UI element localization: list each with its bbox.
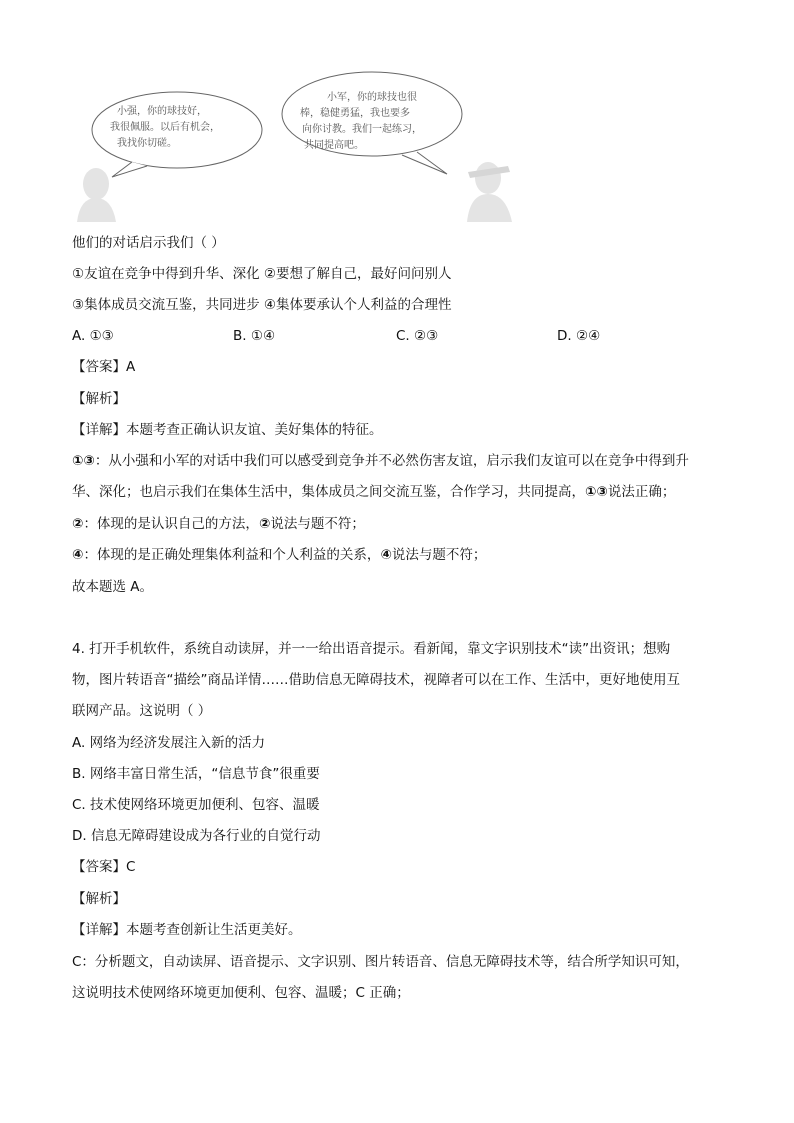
right-bubble-line-1: 小军，你的球技也很 bbox=[327, 92, 417, 103]
explanation-text: ：体现的是正确处理集体利益和个人利益的关系， bbox=[83, 547, 381, 563]
q4-explanation-line-2: 这说明技术使网络环境更加便利、包容、温暖；C 正确； bbox=[72, 985, 410, 1001]
q3-explanation-1-line-1 bbox=[72, 451, 689, 471]
explanation-text: ：体现的是认识自己的方法， bbox=[83, 516, 259, 532]
q3-analysis-tag: 【解析】 bbox=[72, 391, 126, 407]
marker-13: ①③ bbox=[585, 484, 608, 500]
q4-explanation-line-1: C：分析题文，自动读屏、语音提示、文字识别、图片转语音、信息无障碍技术等，结合所学知识可知， bbox=[72, 954, 689, 970]
q3-option-d: D. ②④ bbox=[557, 328, 601, 344]
left-bubble-line-1: 小强，你的球技好， bbox=[117, 106, 207, 117]
right-bubble-line-3: 向你讨教。我们一起练习， bbox=[302, 124, 422, 135]
right-person-figure bbox=[467, 162, 512, 222]
q3-statements-2: ③集体成员交流互鉴，共同进步 ④集体要承认个人利益的合理性 bbox=[72, 297, 452, 313]
q3-option-b: B. ①④ bbox=[233, 328, 276, 344]
q3-detail bbox=[72, 420, 383, 440]
explanation-text: 华、深化；也启示我们在集体生活中，集体成员之间交流互鉴，合作学习，共同提高， bbox=[72, 484, 585, 500]
q4-option-a: A. 网络为经济发展注入新的活力 bbox=[72, 735, 266, 751]
q4-answer bbox=[72, 857, 135, 877]
detail-text: 本题考查创新让生活更美好。 bbox=[126, 922, 302, 938]
right-bubble-line-4: 共同提高吧。 bbox=[304, 140, 364, 151]
q4-option-b: B. 网络丰富日常生活，“信息节食”很重要 bbox=[72, 766, 320, 782]
q3-answer bbox=[72, 357, 135, 377]
answer-value: C bbox=[126, 859, 136, 875]
explanation-text: ：从小强和小军的对话中我们可以感受到竞争并不必然伤害友谊，启示我们友谊可以在竞争中得到升 bbox=[94, 453, 689, 469]
marker-2: ② bbox=[258, 516, 271, 532]
marker-13: ①③ bbox=[72, 453, 95, 469]
q4-detail bbox=[72, 920, 302, 940]
q4-analysis-tag: 【解析】 bbox=[72, 891, 126, 907]
q3-explanation-1-line-2 bbox=[72, 482, 675, 502]
explanation-text: 说法正确； bbox=[607, 484, 676, 500]
explanation-text: 说法与题不符； bbox=[270, 516, 365, 532]
explanation-text: 说法与题不符； bbox=[391, 547, 487, 563]
left-bubble-line-2: 我很佩服。以后有机会， bbox=[110, 122, 220, 133]
answer-tag: 【答案】 bbox=[72, 359, 126, 375]
detail-tag: 【详解】 bbox=[72, 922, 126, 938]
q3-statements-1: ①友谊在竞争中得到升华、深化 ②要想了解自己，最好问问别人 bbox=[72, 266, 452, 282]
answer-value: A bbox=[126, 359, 136, 375]
marker-2: ② bbox=[72, 516, 84, 532]
q4-stem-line-2: 物，图片转语音“描绘”商品详情……借助信息无障碍技术，视障者可以在工作、生活中，更好地使用互 bbox=[72, 672, 680, 688]
dialogue-illustration bbox=[72, 62, 532, 222]
q3-explanation-4 bbox=[72, 545, 486, 565]
q3-stem: 他们的对话启示我们（ ） bbox=[72, 235, 225, 251]
left-person-figure bbox=[77, 168, 116, 222]
q3-explanation-2 bbox=[72, 514, 365, 534]
right-bubble-line-2: 棒，稳健勇猛，我也要多 bbox=[300, 108, 410, 119]
answer-tag: 【答案】 bbox=[72, 859, 126, 875]
q4-option-c: C. 技术使网络环境更加便利、包容、温暖 bbox=[72, 797, 320, 813]
q4-stem-line-1: 4. 打开手机软件，系统自动读屏，并一一给出语音提示。看新闻，靠文字识别技术“读”出资讯；想购 bbox=[72, 641, 671, 657]
q3-option-a: A. ①③ bbox=[72, 328, 114, 344]
q4-stem-line-3: 联网产品。这说明（ ） bbox=[72, 703, 212, 719]
marker-4: ④ bbox=[72, 547, 84, 563]
q3-option-c: C. ②③ bbox=[396, 328, 439, 344]
detail-text: 本题考查正确认识友谊、美好集体的特征。 bbox=[126, 422, 383, 438]
detail-tag: 【详解】 bbox=[72, 422, 126, 438]
q3-conclusion: 故本题选 A。 bbox=[72, 579, 154, 595]
marker-4: ④ bbox=[380, 547, 392, 563]
q4-option-d: D. 信息无障碍建设成为各行业的自觉行动 bbox=[72, 828, 321, 844]
left-bubble-line-3: 我找你切磋。 bbox=[117, 138, 177, 149]
